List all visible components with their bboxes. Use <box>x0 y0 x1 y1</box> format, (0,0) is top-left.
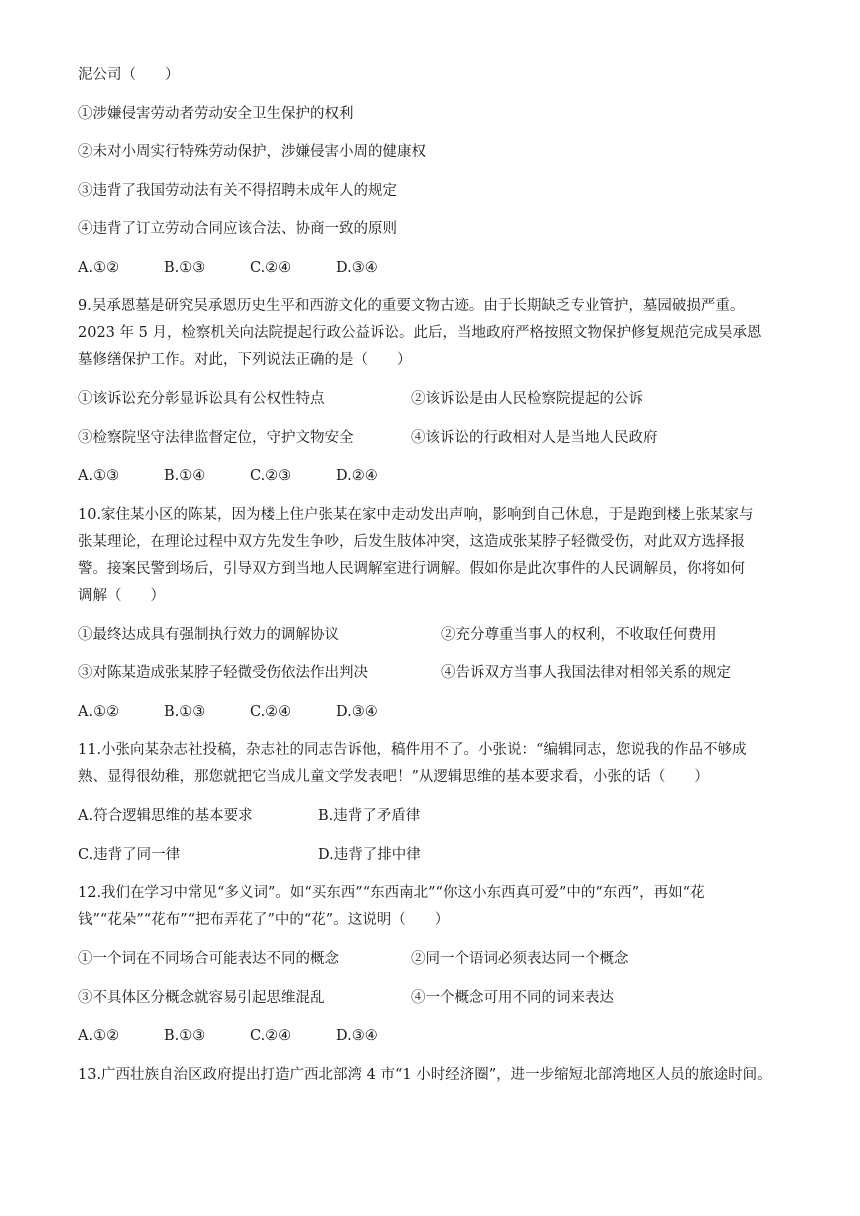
q10-option-c: C.②④ <box>250 703 292 720</box>
q10-item-4: ④告诉双方当事人我国法律对相邻关系的规定 <box>441 665 731 681</box>
q8-option-b: B.①③ <box>164 259 206 276</box>
q8-item-2: ②未对小周实行特殊劳动保护，涉嫌侵害小周的健康权 <box>78 144 426 160</box>
q10-item-1: ①最终达成具有强制执行效力的调解协议 <box>78 626 339 643</box>
q8-item-1: ①涉嫌侵害劳动者劳动安全卫生保护的权利 <box>78 105 354 122</box>
q10-item-3: ③对陈某造成张某脖子轻微受伤依法作出判决 <box>78 665 368 681</box>
question-10-stem <box>78 496 798 616</box>
q12-item-4: ④一个概念可用不同的词来表达 <box>411 989 614 1006</box>
q12-item-2: ②同一个语词必须表达同一个概念 <box>411 951 629 967</box>
q11-choice-c: C.违背了同一律 <box>78 846 181 863</box>
question-12 <box>78 874 798 1056</box>
q10-option-d: D.③④ <box>336 703 378 720</box>
q11-choice-d: D.违背了排中律 <box>318 846 421 863</box>
q10-item-2: ②充分尊重当事人的权利，不收取任何费用 <box>441 626 717 643</box>
q9-item-3: ③检察院坚守法律监督定位，守护文物安全 <box>78 429 354 446</box>
q13-stem-line-1: 13.广西壮族自治区政府提出打造广西北部湾 4 市“1 小时经济圈”，进一步缩短北部湾地区人员的旅途时间。 <box>78 1066 772 1083</box>
q11-choices-row-2 <box>78 836 798 875</box>
q9-items-row-2 <box>78 419 798 458</box>
q8-option-d: D.③④ <box>336 259 378 276</box>
q10-items-row-2 <box>78 654 798 693</box>
q12-options <box>78 1017 798 1056</box>
q9-option-d: D.②④ <box>336 468 378 484</box>
question-10 <box>78 496 798 732</box>
q11-choice-b: B.违背了矛盾律 <box>318 808 421 824</box>
q9-option-c: C.②③ <box>250 468 292 484</box>
q10-option-a: A.①② <box>78 703 120 720</box>
q8-item-3: ③违背了我国劳动法有关不得招聘未成年人的规定 <box>78 182 397 199</box>
question-13 <box>78 1056 798 1095</box>
q12-stem-line-1: 12.我们在学习中常见“多义词”。如“买东西”“东西南北”“你这小东西真可爱”中的“东西”，再如“花 <box>78 885 705 901</box>
q12-option-b: B.①③ <box>164 1028 206 1044</box>
q12-option-d: D.③④ <box>336 1028 378 1044</box>
q10-options <box>78 693 798 732</box>
q11-choices-row-1 <box>78 797 798 836</box>
q12-option-c: C.②④ <box>250 1028 292 1044</box>
q9-options <box>78 457 798 496</box>
question-12-stem <box>78 874 798 940</box>
q10-stem-line-3: 警。接案民警到场后，引导双方到当地人民调解室进行调解。假如你是此次事件的人民调解员，你将如何 <box>78 560 745 577</box>
q12-item-3: ③不具体区分概念就容易引起思维混乱 <box>78 989 325 1006</box>
q10-items-row-1 <box>78 616 798 655</box>
q9-option-b: B.①④ <box>164 468 206 484</box>
question-11-stem <box>78 731 798 797</box>
q10-option-b: B.①③ <box>164 703 206 720</box>
q10-stem-line-4: 调解（ ） <box>78 587 165 604</box>
question-8-tail: 泥公司（ ） <box>78 67 180 83</box>
q12-stem-line-2: 钱”“花朵”“花布”“把布弄花了”中的“花”。这说明（ ） <box>78 912 450 928</box>
q9-option-a: A.①③ <box>78 468 120 484</box>
q12-items-row-1 <box>78 940 798 979</box>
q8-option-a: A.①② <box>78 259 120 276</box>
q8-options <box>78 249 798 288</box>
q8-item-4: ④违背了订立劳动合同应该合法、协商一致的原则 <box>78 221 397 237</box>
exam-page <box>78 56 798 1094</box>
q9-item-4: ④该诉讼的行政相对人是当地人民政府 <box>411 429 658 446</box>
q11-stem-line-2: 熟、显得很幼稚，那您就把它当成儿童文学发表吧！”从逻辑思维的基本要求看，小张的话（ ） <box>78 769 709 785</box>
question-11 <box>78 731 798 874</box>
q10-stem-line-2: 张某理论，在理论过程中双方先发生争吵，后发生肢体冲突，这造成张某脖子轻微受伤，对此双方选择报 <box>78 533 745 550</box>
question-9-stem <box>78 287 798 380</box>
q12-items-row-2 <box>78 979 798 1018</box>
question-8 <box>78 56 798 287</box>
question-9 <box>78 287 798 496</box>
q12-option-a: A.①② <box>78 1028 120 1044</box>
q11-stem-line-1: 11.小张向某杂志社投稿，杂志社的同志告诉他，稿件用不了。小张说：“编辑同志，您说我的作品不够成 <box>78 742 747 758</box>
q9-item-1: ①该诉讼充分彰显诉讼具有公权性特点 <box>78 391 325 407</box>
q11-choice-a: A.符合逻辑思维的基本要求 <box>78 808 253 824</box>
q9-stem-line-3: 墓修缮保护工作。对此，下列说法正确的是（ ） <box>78 352 412 368</box>
q9-stem-line-2: 2023 年 5 月，检察机关向法院提起行政公益诉讼。此后，当地政府严格按照文物保护修复规范完成吴承恩 <box>78 325 762 341</box>
q9-item-2: ②该诉讼是由人民检察院提起的公诉 <box>411 391 643 407</box>
q8-option-c: C.②④ <box>250 259 292 276</box>
q12-item-1: ①一个词在不同场合可能表达不同的概念 <box>78 951 339 967</box>
q9-items-row-1 <box>78 380 798 419</box>
q10-stem-line-1: 10.家住某小区的陈某，因为楼上住户张某在家中走动发出声响，影响到自己休息，于是跑到楼上张某家与 <box>78 506 754 523</box>
q9-stem-line-1: 9.吴承恩墓是研究吴承恩历史生平和西游文化的重要文物古迹。由于长期缺乏专业管护，墓园破损严重。 <box>78 298 745 314</box>
